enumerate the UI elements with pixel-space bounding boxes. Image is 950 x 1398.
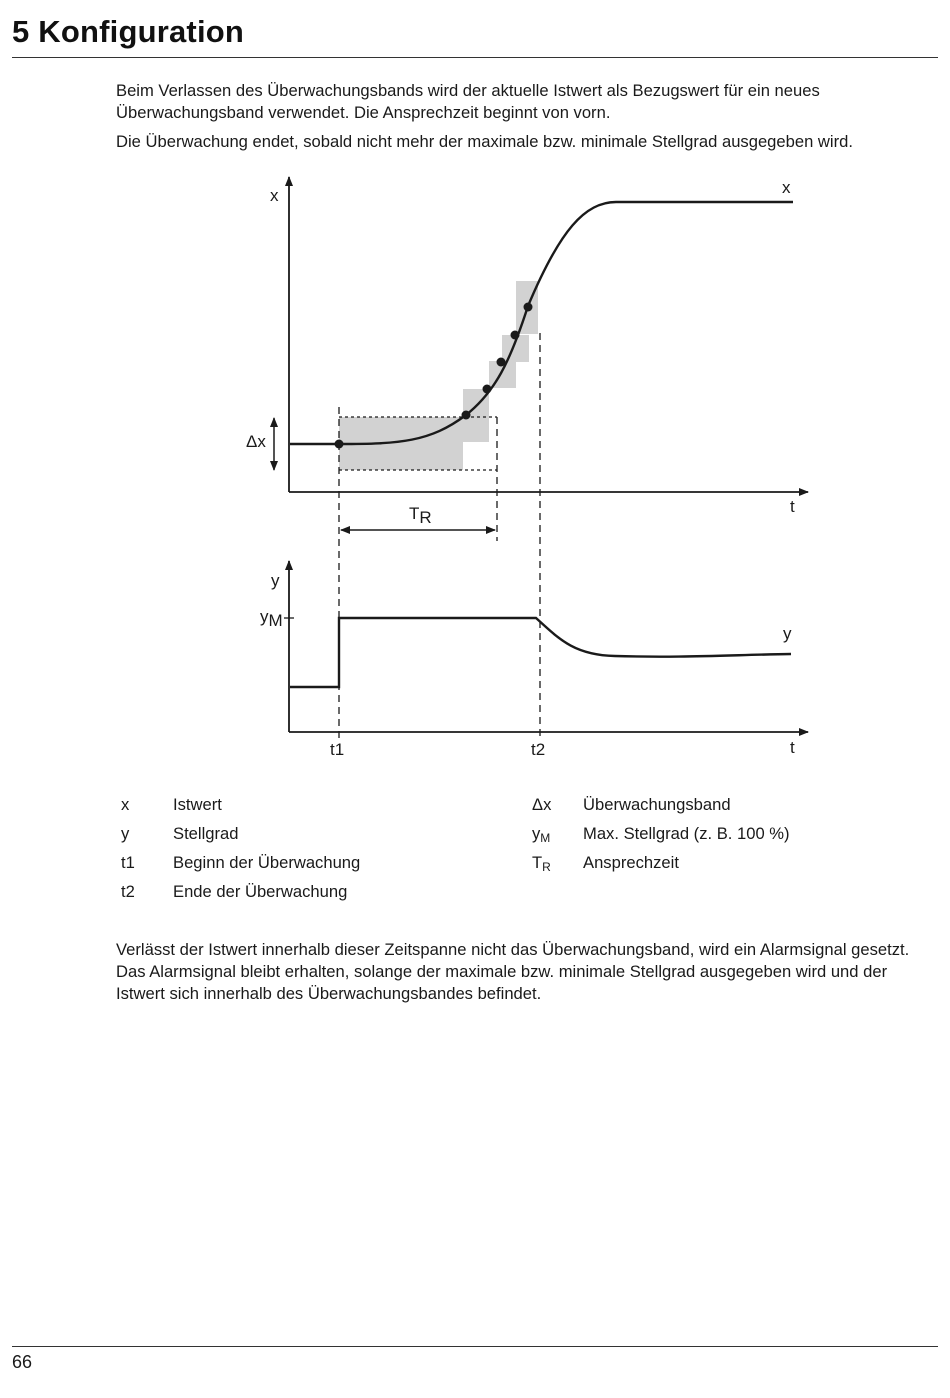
legend-symbol: x [121, 795, 130, 814]
legend-description: Überwachungsband [583, 795, 731, 814]
t-axis-label-lower: t [790, 738, 795, 757]
x-curve-label: x [782, 178, 791, 197]
page-number: 66 [12, 1352, 33, 1372]
ym-label-main: y [260, 607, 269, 626]
legend-symbol [532, 853, 551, 874]
legend-description: Beginn der Überwachung [173, 853, 361, 872]
tr-label-sub: R [419, 508, 432, 527]
legend-symbol-sub: M [540, 831, 551, 845]
tr-label [409, 504, 432, 527]
legend-description: Ansprechzeit [583, 853, 679, 872]
legend-symbol-sub: R [542, 860, 551, 874]
y-axis-label: y [271, 571, 280, 590]
ym-label-sub: M [268, 611, 283, 630]
time-guide-lines [339, 333, 540, 740]
legend-symbol-main: y [532, 824, 541, 843]
legend-symbol: t1 [121, 853, 135, 872]
t2-label: t2 [531, 740, 546, 759]
legend-symbol: t2 [121, 882, 135, 901]
legend-description: Ende der Überwachung [173, 882, 348, 901]
t1-label: t1 [330, 740, 345, 759]
reference-point [483, 385, 492, 394]
x-axis-label: x [270, 186, 279, 205]
legend-description: Max. Stellgrad (z. B. 100 %) [583, 824, 790, 843]
legend-symbol-main: T [532, 853, 543, 872]
paragraph-alarm: Verlässt der Istwert innerhalb dieser Zeitspanne nicht das Überwachungsband, wird ein Alarmsignal gesetzt. Das Alarmsignal bleibt erhalten, solange der maximale bzw. minimale Stellgrad ausgegeben wird und der Istwert sich innerhalb des Überwachungsbandes befindet. [116, 940, 910, 1003]
legend-description: Stellgrad [173, 824, 239, 843]
legend-symbol: Δx [532, 795, 552, 814]
y-curve-label: y [783, 624, 792, 643]
t-axis-label-upper: t [790, 497, 795, 516]
tr-label-main: T [409, 504, 420, 523]
legend-symbol [532, 824, 550, 845]
paragraph-end-of-monitoring: Die Überwachung endet, sobald nicht mehr der maximale bzw. minimale Stellgrad ausgegeben wird. [116, 132, 853, 151]
footer-rule [12, 1346, 938, 1347]
legend-description: Istwert [173, 795, 222, 814]
paragraph-intro: Beim Verlassen des Überwachungsbands wird der aktuelle Istwert als Bezugswert für ein neues Überwachungsband verwendet. Die Ansprechzeit beginnt von vorn. [116, 81, 820, 122]
delta-x-label: Δx [246, 432, 266, 451]
legend-symbol: y [121, 824, 130, 843]
ym-label [260, 607, 283, 630]
reference-point [511, 331, 520, 340]
reference-point [524, 303, 533, 312]
reference-point [335, 440, 344, 449]
monitoring-bands [339, 281, 538, 470]
reference-point [462, 411, 471, 420]
actual-value-curve [290, 202, 793, 444]
reference-point [497, 358, 506, 367]
manipulated-value-curve [290, 618, 791, 687]
page-title: 5 Konfiguration [12, 14, 245, 49]
